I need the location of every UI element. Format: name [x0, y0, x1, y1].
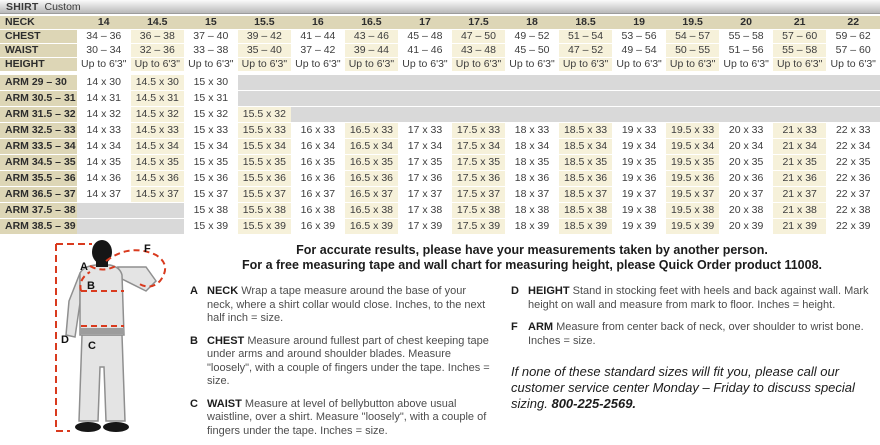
table-cell: 15 x 39 [184, 219, 238, 234]
table-cell: 15 x 34 [184, 139, 238, 154]
table-cell: 16.5 x 34 [345, 139, 399, 154]
table-cell [77, 203, 131, 218]
table-cell [773, 75, 827, 90]
col-header: 16 [291, 16, 345, 29]
table-cell [505, 75, 559, 90]
col-header: 21 [773, 16, 827, 29]
table-cell: 15 x 32 [184, 107, 238, 122]
measuring-instructions [190, 235, 880, 445]
table-cell: 43 – 48 [452, 44, 506, 57]
table-cell [826, 91, 880, 106]
measure-text: Measure around fullest part of chest keeping tape under arms and around shoulder blades. Measure "loosely", with a couple of fingers under the tape. Inches = size. [207, 334, 490, 387]
col-header: 20 [719, 16, 773, 29]
table-cell: Up to 6'3" [131, 58, 185, 71]
table-row [0, 44, 880, 58]
table-cell: 22 x 33 [826, 123, 880, 138]
table-cell: 59 – 62 [826, 30, 880, 43]
row-label: ARM 30.5 – 31 [0, 91, 77, 106]
figure-label-d: D [61, 334, 69, 346]
table-cell: 55 – 58 [719, 30, 773, 43]
table-cell: 18 x 33 [505, 123, 559, 138]
table-cell [559, 107, 613, 122]
measure-letter: A [190, 285, 198, 297]
table-cell [612, 75, 666, 90]
table-cell: 21 x 33 [773, 123, 827, 138]
table-cell: 21 x 35 [773, 155, 827, 170]
table-cell: 18 x 34 [505, 139, 559, 154]
measure-text: Measure at level of bellybutton above usual waistline, over a shirt. Measure "loosely", with a couple of fingers under the tape. Inches = size. [207, 397, 487, 437]
table-cell: 47 – 52 [559, 44, 613, 57]
table-cell: 15.5 x 39 [238, 219, 292, 234]
table-cell: 54 – 57 [666, 30, 720, 43]
measure-term: WAIST [207, 397, 242, 410]
table-cell: 14 x 37 [77, 187, 131, 202]
table-cell: 22 x 35 [826, 155, 880, 170]
title-bar [0, 0, 880, 14]
table-cell [666, 75, 720, 90]
table-cell: 20 x 39 [719, 219, 773, 234]
measure-text: Measure from center back of neck, over shoulder to wrist bone. Inches = size. [528, 321, 864, 347]
figure-torso [80, 265, 124, 335]
col-header: 18.5 [559, 16, 613, 29]
row-label: ARM 31.5 – 32 [0, 107, 77, 122]
table-cell: 30 – 34 [77, 44, 131, 57]
table-cell [719, 91, 773, 106]
table-cell: 17 x 34 [398, 139, 452, 154]
table-cell [345, 75, 399, 90]
page-title: SHIRT [6, 0, 39, 13]
guide-intro-line2: For a free measuring tape and wall chart for measuring height, please Quick Order product 11008. [241, 258, 823, 272]
table-cell: Up to 6'3" [184, 58, 238, 71]
table-cell: 16 x 33 [291, 123, 345, 138]
table-cell: 18.5 x 36 [559, 171, 613, 186]
table-cell: 14 x 35 [77, 155, 131, 170]
table-cell: 22 x 39 [826, 219, 880, 234]
row-label: ARM 35.5 – 36 [0, 171, 77, 186]
table-cell: 51 – 54 [559, 30, 613, 43]
table-cell: Up to 6'3" [773, 58, 827, 71]
figure-shoe-right [103, 422, 129, 432]
row-label: ARM 33.5 – 34 [0, 139, 77, 154]
row-label: WAIST [0, 44, 77, 57]
table-row [0, 123, 880, 139]
size-table [0, 16, 880, 235]
table-cell [238, 75, 292, 90]
table-cell: 17.5 x 33 [452, 123, 506, 138]
table-row [0, 171, 880, 187]
table-cell: Up to 6'3" [77, 58, 131, 71]
table-cell: 37 – 40 [184, 30, 238, 43]
table-cell: 15.5 x 32 [238, 107, 292, 122]
guide-column-left [190, 285, 495, 445]
table-cell [291, 91, 345, 106]
table-cell: 18.5 x 37 [559, 187, 613, 202]
table-cell: 16 x 37 [291, 187, 345, 202]
table-cell: 14 x 31 [77, 91, 131, 106]
table-cell [612, 91, 666, 106]
guide-column-right [511, 285, 874, 445]
table-cell [77, 219, 131, 234]
guide-intro [190, 243, 874, 273]
measure-term: ARM [528, 321, 554, 333]
figure-illustration [40, 239, 205, 439]
table-cell: 17 x 36 [398, 171, 452, 186]
table-cell: 17.5 x 38 [452, 203, 506, 218]
table-row [0, 139, 880, 155]
table-cell: 53 – 56 [612, 30, 666, 43]
measure-letter: C [190, 397, 198, 410]
row-label: NECK [0, 16, 77, 29]
table-cell: 14.5 x 32 [131, 107, 185, 122]
page-subtitle: Custom [44, 0, 81, 13]
table-cell: 19 x 38 [612, 203, 666, 218]
table-cell [505, 91, 559, 106]
table-cell: Up to 6'3" [559, 58, 613, 71]
table-cell: Up to 6'3" [612, 58, 666, 71]
table-cell: Up to 6'3" [398, 58, 452, 71]
table-row [0, 58, 880, 72]
table-cell: 14.5 x 35 [131, 155, 185, 170]
measure-letter: B [190, 334, 198, 347]
table-cell [452, 75, 506, 90]
table-cell: 17.5 x 35 [452, 155, 506, 170]
table-cell: 20 x 33 [719, 123, 773, 138]
figure-label-b: B [87, 280, 95, 292]
table-cell: 19 x 35 [612, 155, 666, 170]
table-cell: 14 x 33 [77, 123, 131, 138]
table-cell: 15 x 30 [184, 75, 238, 90]
table-cell: 17 x 39 [398, 219, 452, 234]
table-cell: 47 – 50 [452, 30, 506, 43]
table-cell [719, 107, 773, 122]
table-cell: 19 x 39 [612, 219, 666, 234]
table-cell: 17.5 x 37 [452, 187, 506, 202]
table-cell: 16.5 x 37 [345, 187, 399, 202]
table-cell: 49 – 54 [612, 44, 666, 57]
table-cell: 15.5 x 37 [238, 187, 292, 202]
measure-item-neck [190, 285, 495, 326]
note-text: If none of these standard sizes will fit you, please call our customer service center Monday – Friday to discuss special sizing. [511, 364, 855, 411]
table-cell: 21 x 37 [773, 187, 827, 202]
table-cell: 19 x 34 [612, 139, 666, 154]
col-header: 14 [77, 16, 131, 29]
table-cell: 19.5 x 33 [666, 123, 720, 138]
table-cell [826, 107, 880, 122]
measure-letter: F [511, 321, 518, 333]
figure-label-f: F [144, 243, 151, 255]
table-row [0, 75, 880, 91]
table-cell: 14.5 x 31 [131, 91, 185, 106]
table-cell: 18 x 36 [505, 171, 559, 186]
table-cell: 15 x 37 [184, 187, 238, 202]
figure-belt [80, 328, 124, 334]
table-row [0, 203, 880, 219]
table-cell: 57 – 60 [773, 30, 827, 43]
measure-letter: D [511, 285, 519, 297]
guide-intro-line1: For accurate results, please have your measurements taken by another person. [296, 243, 768, 257]
table-cell: 16.5 x 33 [345, 123, 399, 138]
table-cell: 15.5 x 36 [238, 171, 292, 186]
table-cell: Up to 6'3" [505, 58, 559, 71]
table-cell: 15 x 31 [184, 91, 238, 106]
table-cell [826, 75, 880, 90]
table-cell [452, 91, 506, 106]
table-row [0, 219, 880, 235]
table-cell [131, 203, 185, 218]
table-cell: 34 – 36 [77, 30, 131, 43]
table-cell: 19.5 x 35 [666, 155, 720, 170]
table-cell: Up to 6'3" [345, 58, 399, 71]
measuring-guide-section [0, 235, 880, 445]
table-cell [773, 91, 827, 106]
table-cell: 50 – 55 [666, 44, 720, 57]
table-cell: 21 x 39 [773, 219, 827, 234]
table-cell: 14.5 x 37 [131, 187, 185, 202]
table-cell: 41 – 44 [291, 30, 345, 43]
table-cell: 20 x 34 [719, 139, 773, 154]
table-cell: 18 x 39 [505, 219, 559, 234]
table-cell: 15 x 36 [184, 171, 238, 186]
table-cell: 16.5 x 36 [345, 171, 399, 186]
phone-number: 800-225-2569. [551, 396, 637, 411]
table-cell: 16 x 34 [291, 139, 345, 154]
table-cell: 22 x 38 [826, 203, 880, 218]
table-cell: 19 x 33 [612, 123, 666, 138]
table-cell: 45 – 50 [505, 44, 559, 57]
table-cell: 14 x 32 [77, 107, 131, 122]
table-cell: 20 x 36 [719, 171, 773, 186]
table-cell: 16 x 39 [291, 219, 345, 234]
table-row [0, 16, 880, 30]
table-cell: 35 – 40 [238, 44, 292, 57]
table-cell: 51 – 56 [719, 44, 773, 57]
table-cell: 19.5 x 34 [666, 139, 720, 154]
table-cell: 15.5 x 33 [238, 123, 292, 138]
table-cell: 19.5 x 37 [666, 187, 720, 202]
row-label: ARM 32.5 – 33 [0, 123, 77, 138]
measure-item-height [511, 285, 874, 312]
table-row [0, 155, 880, 171]
table-cell: 57 – 60 [826, 44, 880, 57]
table-cell: 18 x 35 [505, 155, 559, 170]
table-cell: 19 x 37 [612, 187, 666, 202]
table-cell [612, 107, 666, 122]
table-cell: 16.5 x 38 [345, 203, 399, 218]
table-row [0, 107, 880, 123]
table-cell: 45 – 48 [398, 30, 452, 43]
table-cell [345, 91, 399, 106]
table-cell: 17 x 37 [398, 187, 452, 202]
measure-text: Wrap a tape measure around the base of your neck, where a shirt collar would close. Inches, to the next half inch = size. [207, 285, 486, 324]
table-cell: 17 x 35 [398, 155, 452, 170]
figure-label-c: C [88, 340, 96, 352]
figure-label-a: A [80, 261, 88, 273]
table-cell: 18 x 38 [505, 203, 559, 218]
table-cell: 20 x 35 [719, 155, 773, 170]
table-cell: 14 x 36 [77, 171, 131, 186]
table-cell: 18.5 x 38 [559, 203, 613, 218]
table-cell: 15.5 x 38 [238, 203, 292, 218]
table-cell: 55 – 58 [773, 44, 827, 57]
table-cell: 16 x 36 [291, 171, 345, 186]
table-cell: 32 – 36 [131, 44, 185, 57]
table-cell: 14.5 x 33 [131, 123, 185, 138]
table-cell: Up to 6'3" [291, 58, 345, 71]
col-header: 14.5 [131, 16, 185, 29]
measure-term: HEIGHT [528, 285, 570, 297]
table-cell [238, 91, 292, 106]
row-label: ARM 37.5 – 38 [0, 203, 77, 218]
measure-term: NECK [207, 285, 239, 297]
table-row [0, 91, 880, 107]
table-cell: 14.5 x 36 [131, 171, 185, 186]
table-cell: 17 x 38 [398, 203, 452, 218]
table-cell [559, 91, 613, 106]
table-cell: 22 x 36 [826, 171, 880, 186]
table-cell: 33 – 38 [184, 44, 238, 57]
table-cell: 19.5 x 39 [666, 219, 720, 234]
col-header: 22 [826, 16, 880, 29]
measure-item-arm [511, 321, 874, 348]
table-cell: 18.5 x 39 [559, 219, 613, 234]
measure-item-waist [190, 398, 495, 439]
table-cell: 16 x 38 [291, 203, 345, 218]
table-cell: 22 x 37 [826, 187, 880, 202]
table-cell: Up to 6'3" [719, 58, 773, 71]
table-cell: 49 – 52 [505, 30, 559, 43]
table-cell: 20 x 38 [719, 203, 773, 218]
row-label: HEIGHT [0, 58, 77, 71]
table-cell: 17.5 x 34 [452, 139, 506, 154]
table-cell [666, 91, 720, 106]
table-cell: 20 x 37 [719, 187, 773, 202]
table-cell: 16.5 x 39 [345, 219, 399, 234]
table-cell: 18 x 37 [505, 187, 559, 202]
measure-item-chest [190, 335, 495, 389]
table-cell [398, 75, 452, 90]
special-sizing-note [511, 364, 871, 412]
table-cell: 39 – 44 [345, 44, 399, 57]
table-cell [131, 219, 185, 234]
table-cell: 41 – 46 [398, 44, 452, 57]
table-cell [291, 75, 345, 90]
table-cell: 21 x 36 [773, 171, 827, 186]
table-cell: 36 – 38 [131, 30, 185, 43]
table-cell: 14 x 30 [77, 75, 131, 90]
table-cell [719, 75, 773, 90]
row-label: ARM 29 – 30 [0, 75, 77, 90]
measure-text: Stand in stocking feet with heels and back against wall. Mark height on wall and measure from mark to floor. Inches = height. [528, 285, 869, 311]
table-cell: 17 x 33 [398, 123, 452, 138]
table-cell: 18.5 x 33 [559, 123, 613, 138]
table-cell: 19.5 x 36 [666, 171, 720, 186]
row-label: ARM 36.5 – 37 [0, 187, 77, 202]
table-cell: Up to 6'3" [238, 58, 292, 71]
table-row [0, 187, 880, 203]
table-cell: 15.5 x 34 [238, 139, 292, 154]
col-header: 17 [398, 16, 452, 29]
figure-legs [79, 335, 125, 421]
table-cell: 17.5 x 39 [452, 219, 506, 234]
table-cell [345, 107, 399, 122]
table-cell: 16.5 x 35 [345, 155, 399, 170]
table-cell: 43 – 46 [345, 30, 399, 43]
col-header: 19 [612, 16, 666, 29]
table-cell: 15 x 38 [184, 203, 238, 218]
table-cell: 19.5 x 38 [666, 203, 720, 218]
table-cell [398, 91, 452, 106]
table-cell [505, 107, 559, 122]
table-row [0, 30, 880, 44]
guide-columns [190, 285, 874, 445]
figure-shoe-left [75, 422, 101, 432]
table-cell: 15 x 35 [184, 155, 238, 170]
table-cell: 16 x 35 [291, 155, 345, 170]
table-cell: 19 x 36 [612, 171, 666, 186]
table-cell [452, 107, 506, 122]
row-label: ARM 34.5 – 35 [0, 155, 77, 170]
table-cell: 39 – 42 [238, 30, 292, 43]
row-label: ARM 38.5 – 39 [0, 219, 77, 234]
table-cell [398, 107, 452, 122]
col-header: 16.5 [345, 16, 399, 29]
table-cell [773, 107, 827, 122]
table-cell: 14.5 x 30 [131, 75, 185, 90]
table-cell: 14 x 34 [77, 139, 131, 154]
col-header: 17.5 [452, 16, 506, 29]
table-cell: 15 x 33 [184, 123, 238, 138]
col-header: 15 [184, 16, 238, 29]
col-header: 15.5 [238, 16, 292, 29]
figure-left-arm [66, 273, 80, 337]
table-cell: Up to 6'3" [826, 58, 880, 71]
table-cell: 14.5 x 34 [131, 139, 185, 154]
table-cell [666, 107, 720, 122]
measure-term: CHEST [207, 334, 245, 347]
table-cell: Up to 6'3" [666, 58, 720, 71]
table-cell: 17.5 x 36 [452, 171, 506, 186]
table-cell: 15.5 x 35 [238, 155, 292, 170]
table-cell: 21 x 34 [773, 139, 827, 154]
table-cell: Up to 6'3" [452, 58, 506, 71]
table-cell [559, 75, 613, 90]
table-cell [291, 107, 345, 122]
table-cell: 37 – 42 [291, 44, 345, 57]
table-cell: 18.5 x 35 [559, 155, 613, 170]
table-cell: 21 x 38 [773, 203, 827, 218]
table-cell: 22 x 34 [826, 139, 880, 154]
row-label: CHEST [0, 30, 77, 43]
table-cell: 18.5 x 34 [559, 139, 613, 154]
col-header: 19.5 [666, 16, 720, 29]
col-header: 18 [505, 16, 559, 29]
